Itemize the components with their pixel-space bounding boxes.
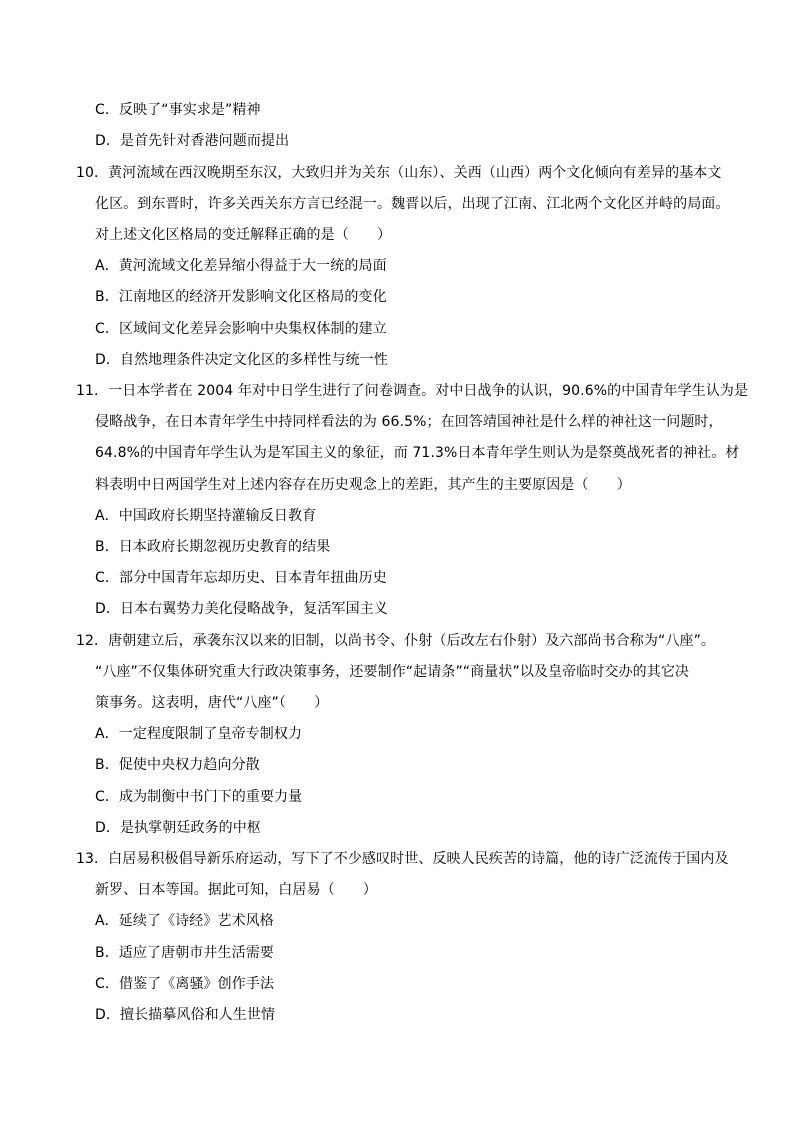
question-11-stem-line-2: 侵略战争，在日本青年学生中持同样看法的为 66.5%；在回答靖国神社是什么样的神社这一问题时， (95, 414, 723, 430)
question-11-stem-line-4: 料表明中日两国学生对上述内容存在历史观念上的差距，其产生的主要原因是（ ） (95, 477, 631, 493)
option-c-q12: C．成为制衡中书门下的重要力量 (95, 789, 303, 805)
option-c-q10: C．区域间文化差异会影响中央集权体制的建立 (95, 321, 387, 337)
question-10-stem-line-3: 对上述文化区格局的变迁解释正确的是（ ） (95, 227, 392, 243)
option-d-q9: D．是首先针对香港问题而提出 (95, 133, 290, 149)
option-a-q10: A．黄河流域文化差异缩小得益于大一统的局面 (95, 258, 387, 274)
option-a-q12: A．一定程度限制了皇帝专制权力 (95, 726, 303, 742)
question-12-stem-line-3: 策事务。这表明，唐代“八座”（ ） (95, 695, 329, 711)
question-11-stem-line-3: 64.8%的中国青年学生认为是军国主义的象征，而 71.3%日本青年学生则认为是祭奠战死者的神社。材 (95, 445, 740, 461)
option-c-q11: C．部分中国青年忘却历史、日本青年扭曲历史 (95, 570, 387, 586)
option-b-q11: B．日本政府长期忽视历史教育的结果 (95, 539, 331, 555)
option-b-q10: B．江南地区的经济开发影响文化区格局的变化 (95, 289, 387, 305)
option-d-q12: D．是执掌朝廷政务的中枢 (95, 820, 261, 836)
option-a-q13: A．延续了《诗经》艺术风格 (95, 913, 274, 929)
question-12-stem-line-2: “八座”不仅集体研究重大行政决策事务，还要制作“起请条”“商量状”以及皇帝临时交办的其它决 (95, 664, 690, 680)
option-d-q11: D．日本右翼势力美化侵略战争，复活军国主义 (95, 601, 388, 617)
option-a-q11: A．中国政府长期坚持灌输反日教育 (95, 508, 317, 524)
question-13-stem-line-1: 13．白居易积极倡导新乐府运动，写下了不少感叹时世、反映人民疾苦的诗篇，他的诗广泛流传于国内及 (76, 851, 729, 867)
question-11-stem-line-1: 11．一日本学者在 2004 年对中日学生进行了问卷调查。对中日战争的认识，90.6%的中国青年学生认为是 (76, 383, 749, 399)
question-10-stem-line-2: 化区。到东晋时，许多关西关东方言已经混一。魏晋以后，出现了江南、江北两个文化区并峙的局面。 (95, 196, 730, 212)
option-c-q9: C．反映了“事实求是”精神 (95, 102, 261, 118)
option-d-q10: D．自然地理条件决定文化区的多样性与统一性 (95, 352, 388, 368)
option-d-q13: D．擅长描摹风俗和人生世情 (95, 1007, 276, 1023)
option-c-q13: C．借鉴了《离骚》创作手法 (95, 976, 275, 992)
option-b-q13: B．适应了唐朝市井生活需要 (95, 945, 274, 961)
question-12-stem-line-1: 12．唐朝建立后，承袭东汉以来的旧制，以尚书令、仆射（后改左右仆射）及六部尚书合称为“八座”。 (76, 633, 716, 649)
question-10-stem-line-1: 10．黄河流域在西汉晚期至东汉，大致归并为关东（山东）、关西（山西）两个文化倾向有差异的基本文 (76, 165, 722, 181)
option-b-q12: B．促使中央权力趋向分散 (95, 757, 260, 773)
question-13-stem-line-2: 新罗、日本等国。据此可知，白居易（ ） (95, 882, 377, 898)
